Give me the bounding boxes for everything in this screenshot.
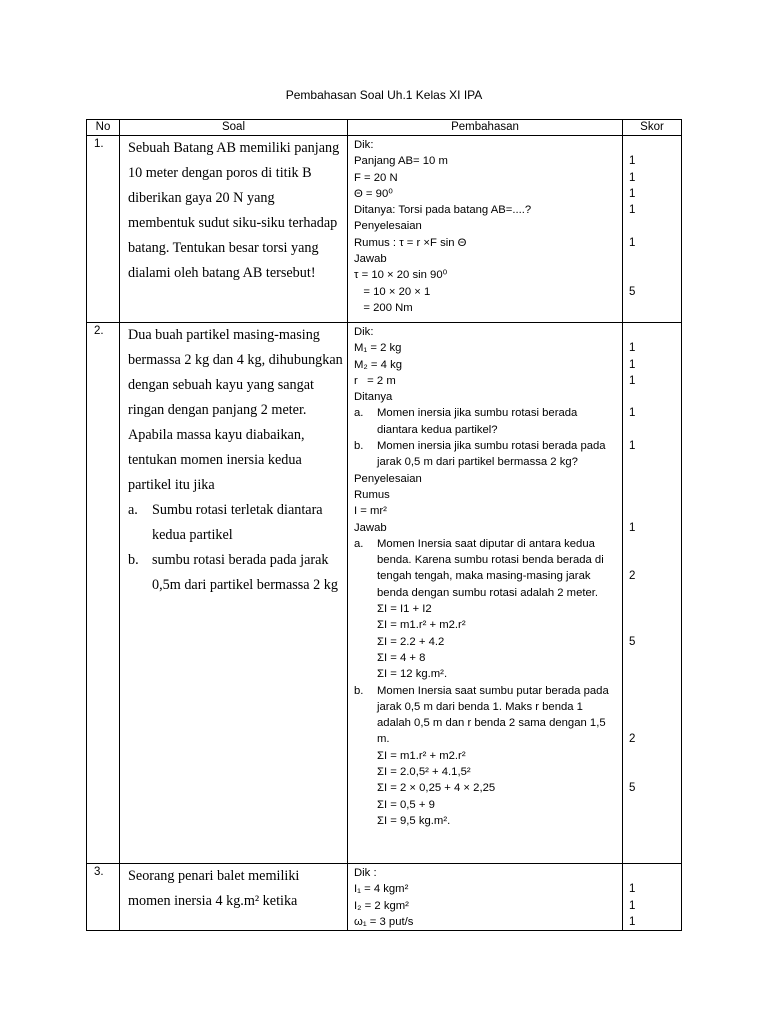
solution-line: r = 2 m bbox=[354, 374, 396, 387]
score-value: 1 bbox=[629, 915, 636, 928]
score-value: 1 bbox=[629, 187, 636, 200]
solution-line: I₁ = 4 kgm² bbox=[354, 883, 409, 896]
score-value: 1 bbox=[629, 374, 636, 387]
table-row bbox=[87, 864, 682, 931]
question-text bbox=[120, 323, 348, 864]
score-value bbox=[629, 422, 681, 438]
score-value bbox=[629, 137, 681, 153]
sub-text: Sumbu rotasi terletak diantara kedua partikel bbox=[152, 502, 323, 543]
question-paragraph: Dua buah partikel masing-masing bermassa 2 kg dan 4 kg, dihubungkan dengan sebuah kayu yang sangat ringan dengan panjang 2 meter. Apabila massa kayu diabaikan, tentukan momen inersia kedua partikel itu jika bbox=[128, 327, 343, 493]
score-value bbox=[629, 748, 681, 764]
score-value bbox=[629, 666, 681, 682]
score-value bbox=[629, 503, 681, 519]
question-paragraph: Seorang penari balet memiliki momen inersia 4 kg.m² ketika bbox=[128, 868, 300, 909]
score-value: 1 bbox=[629, 899, 636, 912]
table-row bbox=[87, 323, 682, 864]
sub-text: sumbu rotasi berada pada jarak 0,5m dari partikel bermassa 2 kg bbox=[152, 552, 338, 593]
table-header-row bbox=[87, 120, 682, 136]
solution-cell bbox=[348, 136, 623, 323]
score-value: 2 bbox=[629, 570, 636, 583]
question-text bbox=[120, 864, 348, 931]
sub-label: a. bbox=[354, 407, 364, 420]
sub-label: a. bbox=[128, 502, 138, 518]
answer-key-table bbox=[86, 119, 682, 931]
answer-sub-b bbox=[354, 683, 618, 748]
equation-line: ΣI = 4 + 8 bbox=[377, 651, 426, 664]
score-value: 5 bbox=[629, 782, 636, 795]
score-value bbox=[629, 585, 681, 601]
score-value bbox=[629, 267, 681, 283]
equation-line: ΣI = m1.r² + m2.r² bbox=[377, 749, 466, 762]
solution-line: Dik: bbox=[354, 139, 374, 151]
solution-line: Ditanya bbox=[354, 391, 393, 404]
score-value bbox=[629, 536, 681, 552]
header-no: No bbox=[87, 120, 120, 136]
score-value bbox=[629, 487, 681, 503]
score-value bbox=[629, 683, 681, 699]
row-number: 1. bbox=[87, 136, 120, 323]
score-value bbox=[629, 797, 681, 813]
solution-line: Rumus bbox=[354, 488, 390, 501]
solution-line: M₁ = 2 kg bbox=[354, 342, 402, 355]
sub-label: b. bbox=[354, 684, 364, 697]
question-text bbox=[120, 136, 348, 323]
equation-line: ΣI = 12 kg.m². bbox=[377, 668, 448, 681]
score-cell bbox=[623, 136, 682, 323]
header-skor: Skor bbox=[623, 120, 682, 136]
score-cell bbox=[623, 323, 682, 864]
sub-label: b. bbox=[128, 552, 139, 568]
equation-line: ΣI = I1 + I2 bbox=[377, 603, 432, 616]
equation-line: ΣI = m1.r² + m2.r² bbox=[377, 619, 466, 632]
score-value: 1 bbox=[629, 407, 636, 420]
score-value bbox=[629, 218, 681, 234]
solution-line: τ = 10 × 20 sin 90⁰ bbox=[354, 269, 448, 282]
sub-text: Momen inersia jika sumbu rotasi berada diantara kedua partikel? bbox=[377, 407, 578, 436]
score-value: 2 bbox=[629, 733, 636, 746]
solution-line: Dik : bbox=[354, 867, 377, 879]
solution-line: = 200 Nm bbox=[354, 301, 413, 314]
score-value: 1 bbox=[629, 883, 636, 896]
sub-text: Momen Inersia saat diputar di antara kedua benda. Karena sumbu rotasi benda berada di tengah tengah, maka masing-masing jarak benda dengan sumbu rotasi adalah 2 meter. bbox=[377, 537, 604, 599]
answer-sub-a bbox=[354, 536, 618, 601]
score-value: 1 bbox=[629, 236, 636, 249]
row-number: 2. bbox=[87, 323, 120, 864]
score-value: 1 bbox=[629, 358, 636, 371]
solution-line: Θ = 90⁰ bbox=[354, 187, 393, 200]
score-value: 5 bbox=[629, 285, 636, 298]
solution-line: Penyelesaian bbox=[354, 472, 422, 485]
score-value bbox=[629, 813, 681, 829]
score-value bbox=[629, 650, 681, 666]
score-value bbox=[629, 552, 681, 568]
header-pembahasan: Pembahasan bbox=[348, 120, 623, 136]
row-number: 3. bbox=[87, 864, 120, 931]
solution-line: F = 20 N bbox=[354, 171, 398, 184]
equation-line: ΣI = 9,5 kg.m². bbox=[377, 814, 451, 827]
score-value bbox=[629, 617, 681, 633]
sub-text: Momen inersia jika sumbu rotasi berada pada jarak 0,5 m dari partikel bermassa 2 kg? bbox=[377, 440, 606, 469]
score-value: 1 bbox=[629, 521, 636, 534]
solution-cell bbox=[348, 864, 623, 931]
solution-line: Ditanya: Torsi pada batang AB=....? bbox=[354, 204, 532, 217]
solution-line: Rumus : τ = r ×F sin Θ bbox=[354, 236, 467, 249]
document-title: Pembahasan Soal Uh.1 Kelas XI IPA bbox=[285, 88, 483, 102]
equation-line: ΣI = 2.2 + 4.2 bbox=[377, 635, 445, 648]
score-value: 1 bbox=[629, 342, 636, 355]
score-cell bbox=[623, 864, 682, 931]
solution-sub-b bbox=[354, 438, 618, 471]
equation-line: ΣI = 2 × 0,25 + 4 × 2,25 bbox=[377, 782, 496, 795]
solution-line: Jawab bbox=[354, 521, 387, 534]
score-value: 1 bbox=[629, 440, 636, 453]
score-value bbox=[629, 601, 681, 617]
score-value: 1 bbox=[629, 171, 636, 184]
score-value bbox=[629, 389, 681, 405]
solution-sub-a bbox=[354, 405, 618, 438]
sub-label: a. bbox=[354, 537, 364, 550]
solution-line: Dik: bbox=[354, 326, 374, 338]
equation-line: ΣI = 2.0,5² + 4.1,5² bbox=[377, 766, 471, 779]
score-value bbox=[629, 300, 681, 316]
question-sub-a bbox=[128, 498, 343, 548]
score-value bbox=[629, 764, 681, 780]
question-paragraph: Sebuah Batang AB memiliki panjang 10 meter dengan poros di titik B diberikan gaya 20 N yang membentuk sudut siku-siku terhadap batang. Tentukan besar torsi yang dialami oleh batang AB tersebut! bbox=[128, 140, 340, 281]
score-value bbox=[629, 471, 681, 487]
solution-line: Panjang AB= 10 m bbox=[354, 155, 448, 168]
score-value: 1 bbox=[629, 155, 636, 168]
solution-line: Penyelesaian bbox=[354, 220, 422, 233]
score-value bbox=[629, 699, 681, 715]
solution-line: M₂ = 4 kg bbox=[354, 358, 403, 371]
sub-text: Momen Inersia saat sumbu putar berada pada jarak 0,5 m dari benda 1. Maks r benda 1 adalah 0,5 m dan r benda 2 sama dengan 1,5 m. bbox=[377, 684, 609, 746]
sub-label: b. bbox=[354, 440, 364, 453]
header-soal: Soal bbox=[120, 120, 348, 136]
score-value bbox=[629, 454, 681, 470]
solution-line: = 10 × 20 × 1 bbox=[354, 285, 431, 298]
solution-line: I = mr² bbox=[354, 505, 387, 518]
solution-cell bbox=[348, 323, 623, 864]
score-value: 5 bbox=[629, 635, 636, 648]
solution-line: ω₁ = 3 put/s bbox=[354, 915, 414, 928]
score-value bbox=[629, 865, 681, 881]
solution-line: Jawab bbox=[354, 253, 387, 266]
equation-line: ΣI = 0,5 + 9 bbox=[377, 798, 435, 811]
score-value bbox=[629, 251, 681, 267]
question-sub-b bbox=[128, 548, 343, 598]
score-value bbox=[629, 324, 681, 340]
solution-line: I₂ = 2 kgm² bbox=[354, 899, 409, 912]
score-value bbox=[629, 715, 681, 731]
table-row bbox=[87, 136, 682, 323]
score-value: 1 bbox=[629, 204, 636, 217]
